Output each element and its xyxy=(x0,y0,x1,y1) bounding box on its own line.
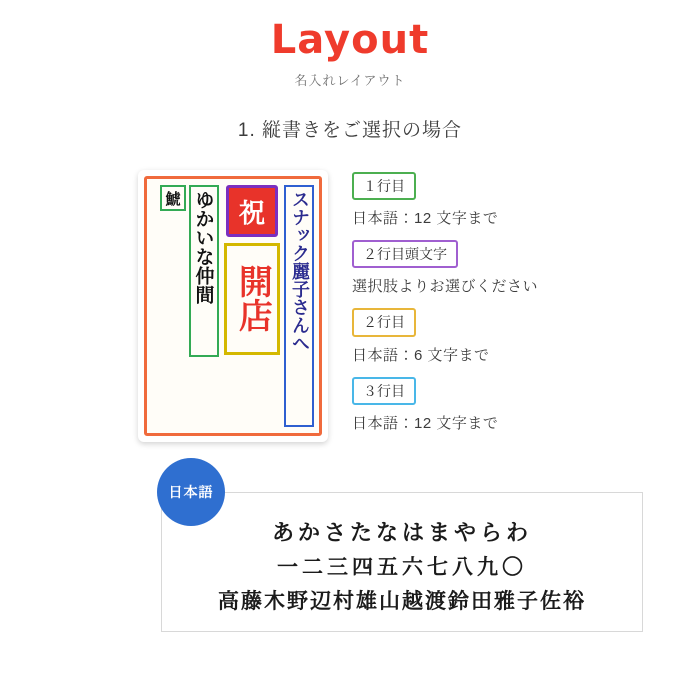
sign-inner-frame xyxy=(144,176,322,436)
sign-line2-text: ゆかいな仲間 xyxy=(189,185,219,357)
annotation-desc-2: 選択肢よりお選びください xyxy=(352,278,539,296)
sign-line2-head-char: 鯱 xyxy=(160,185,186,211)
sign-line3-text: スナック麗子さんへ xyxy=(284,185,314,427)
section-heading: 1. 縦書きをご選択の場合 xyxy=(237,120,463,141)
annotation-list xyxy=(352,172,682,445)
glyph-line-kanji: 高藤木野辺村雄山越渡鈴田雅子佐裕 xyxy=(218,588,586,613)
sign-center-stack xyxy=(222,185,282,427)
sign-seal-stamp: 祝 xyxy=(226,185,278,237)
annotation-row-3 xyxy=(352,308,682,364)
glyph-panel xyxy=(161,492,643,632)
sign-sample-image xyxy=(138,170,328,442)
annotation-desc-4: 日本語：12 文字まで xyxy=(352,414,499,432)
layout-main xyxy=(0,162,700,452)
sign-big-word: 開店 xyxy=(224,243,280,355)
glyph-line-kana: あかさたなはまやらわ xyxy=(271,520,532,546)
annotation-desc-3: 日本語：6 文字まで xyxy=(352,346,490,364)
annotation-chip-4: ３行目 xyxy=(352,377,416,405)
glyph-line-numbers: 一二三四五六七八九〇 xyxy=(277,555,527,579)
annotation-row-2 xyxy=(352,240,682,296)
page-subtitle: 名入れレイアウト xyxy=(294,73,406,88)
annotation-desc-1: 日本語：12 文字まで xyxy=(352,210,499,228)
annotation-chip-2: ２行目頭文字 xyxy=(352,240,458,268)
language-badge: 日本語 xyxy=(157,458,225,526)
annotation-row-1 xyxy=(352,172,682,228)
annotation-chip-3: ２行目 xyxy=(352,308,416,336)
page-title: Layout xyxy=(270,17,430,63)
page-header xyxy=(0,0,700,89)
annotation-chip-1: １行目 xyxy=(352,172,416,200)
annotation-row-4 xyxy=(352,377,682,433)
